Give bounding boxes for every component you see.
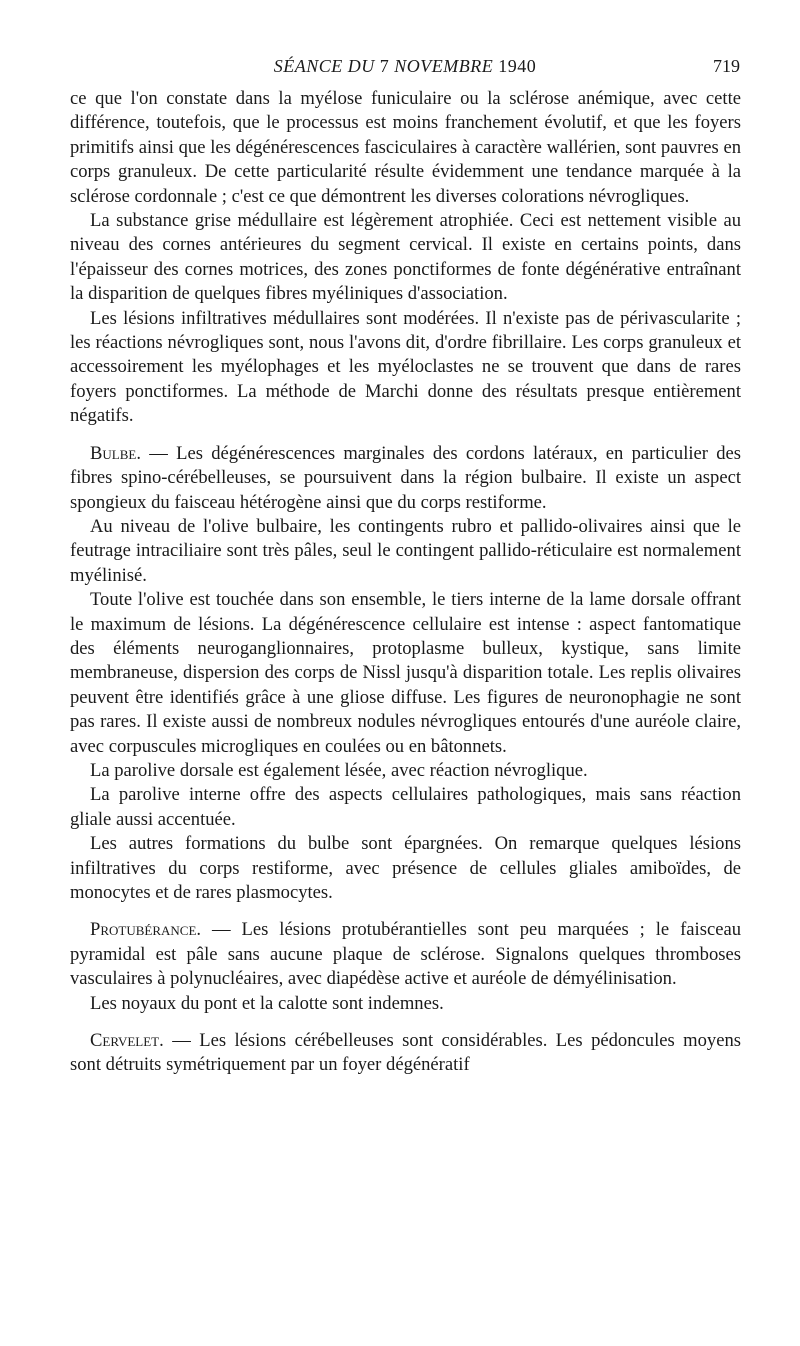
running-title-day: 7 (379, 56, 390, 76)
paragraph-text: Les lésions cérébelleuses sont considérables. Les pédoncules moyens sont détruits symétriquement par un foyer dégénératif (70, 1030, 741, 1076)
section-bulbe (70, 442, 741, 515)
paragraph: Toute l'olive est touchée dans son ensemble, le tiers interne de la lame dorsale offrant le maximum de lésions. La dégénérescence cellulaire est intense : aspect fantomatique des éléments neuroganglionnaires, protoplasme bulleux, kystique, sans limite membraneuse, dispersion des corps de Nissl jusqu'à disparition totale. Les replis olivaires peuvent être identifiés grâce à une gliose diffuse. Les figures de neuronophagie ne sont pas rares. Il existe aussi de nombreux nodules névrogliques entourés d'une auréole claire, avec corpuscules microgliques en coulées ou en bâtonnets. (70, 589, 741, 757)
body-text (70, 87, 741, 1078)
paragraph: La parolive interne offre des aspects cellulaires pathologiques, mais sans réaction gliale aussi accentuée. (70, 784, 741, 830)
paragraph: Les autres formations du bulbe sont épargnées. On remarque quelques lésions infiltratives du corps restiforme, avec présence de cellules gliales amiboïdes, de monocytes et de rares plasmocytes. (70, 833, 741, 903)
section-dash: — (201, 919, 242, 941)
section-head-protuberance: Protubérance. (90, 919, 202, 941)
paragraph-text: Les lésions protubérantielles sont peu marquées ; le faisceau pyramidal est pâle sans aucune plaque de sclérose. Signalons quelques thromboses vasculaires à polynucléaires, avec diapédèse active et auréole de démyélinisation. (70, 919, 742, 990)
section-head-cervelet: Cervelet. (90, 1030, 164, 1052)
page-number: 719 (713, 56, 740, 76)
paragraph: Au niveau de l'olive bulbaire, les contingents rubro et pallido-olivaires ainsi que le feutrage intraciliaire sont très pâles, seul le contingent pallido-réticulaire est normalement myélinisé. (70, 515, 741, 586)
section-dash: — (141, 442, 177, 464)
paragraph-text: Les dégénérescences marginales des cordons latéraux, en particulier des fibres spino-cérébelleuses, se poursuivent dans la région bulbaire. Il existe un aspect spongieux du faisceau hétérogène ainsi que du corps restiforme. (70, 442, 742, 513)
paragraph: La substance grise médullaire est légèrement atrophiée. Ceci est nettement visible au niveau des cornes antérieures du segment cervical. Il existe en certains points, dans l'épaisseur des cornes motrices, des zones ponctiformes de fonte dégénérative entraînant la disparition de quelques fibres myéliniques d'association. (70, 210, 741, 305)
section-dash: — (163, 1030, 200, 1052)
running-title (70, 56, 740, 77)
running-header (70, 56, 740, 82)
paragraph: Les noyaux du pont et la calotte sont indemnes. (90, 992, 444, 1014)
paragraph: La parolive dorsale est également lésée, avec réaction névroglique. (90, 759, 588, 781)
section-cervelet (70, 1029, 741, 1078)
paragraph: ce que l'on constate dans la myélose funiculaire ou la sclérose anémique, avec cette différence, toutefois, que le processus est moins franchement évolutif, et que les foyers primitifs ainsi que les dégénérescences fasciculaires à caractère wallérien, sont pauvres en corps granuleux. De cette particularité résulte évidemment une tendance marquée à la sclérose cordonnale ; c'est ce que démontrent les diverses colorations névrogliques. (70, 88, 741, 207)
running-title-year: 1940 (498, 56, 537, 76)
running-title-part2: NOVEMBRE (389, 56, 499, 76)
paragraph: Les lésions infiltratives médullaires sont modérées. Il n'existe pas de périvascularite ; les réactions névrogliques sont, nous l'avons dit, d'ordre fibrillaire. Les corps granuleux et accessoirement les myélophages et les myéloclastes ne se trouvent que dans de rares foyers ponctiformes. La méthode de Marchi donne des résultats presque entièrement négatifs. (70, 307, 741, 427)
section-head-bulbe: Bulbe. (90, 442, 141, 464)
running-title-part1: SÉANCE DU (273, 56, 380, 76)
section-protuberance (70, 918, 741, 991)
